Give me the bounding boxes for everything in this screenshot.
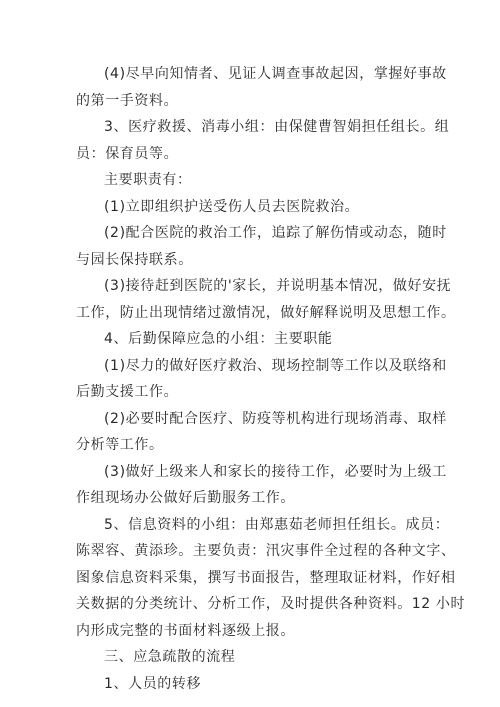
paragraph-logistics-2 (76, 406, 447, 459)
text-line: (2)配合医院的救治工作，追踪了解伤情或动态，随时 (104, 225, 447, 241)
text-line: 1、人员的转移 (104, 675, 202, 692)
text-line: 陈翠容、黄添珍。主要负责：汛灾事件全过程的各种文字、 (76, 543, 456, 559)
text-line: 后勤支援工作。 (76, 384, 179, 400)
paragraph-logistics-1 (76, 353, 447, 406)
text-line: (4)尽早向知情者、见证人调查事故起因，掌握好事故 (104, 66, 447, 82)
text-line: 的第一手资料。 (76, 92, 179, 109)
text-line: 4、后勤保障应急的小组：主要职能 (104, 331, 333, 347)
text-line: 作组现场办公做好后勤服务工作。 (76, 490, 295, 506)
text-line: 5、信息资料的小组：由郑惠茹老师担任组长。成员： (104, 516, 450, 533)
text-line: (2)必要时配合医疗、防疫等机构进行现场消毒、取样 (104, 410, 447, 427)
text-line: (1)立即组织护送受伤人员去医院救治。 (104, 198, 360, 215)
section-heading-evacuation (76, 644, 436, 671)
text-line: 内形成完整的书面材料逐级上报。 (76, 622, 295, 639)
text-line: 员：保育员等。 (76, 145, 179, 162)
text-line: (1)尽力的做好医疗救治、现场控制等工作以及联络和 (104, 357, 447, 374)
text-line: 主要职责有： (104, 172, 192, 188)
text-line: 与园长保持联系。 (76, 251, 193, 268)
text-line: 工作，防止出现情绪过激情况，做好解释说明及思想工作。 (76, 304, 456, 321)
paragraph-duty-3 (76, 273, 456, 326)
text-line: (3)接待赶到医院的'家长，并说明基本情况，做好安抚 (104, 278, 452, 294)
paragraph-main-duties (76, 167, 436, 194)
paragraph-logistics-3 (76, 459, 447, 512)
paragraph-4-investigate (76, 61, 447, 114)
text-line: (3)做好上级来人和家长的接待工作，必要时为上级工 (104, 463, 447, 480)
paragraph-medical-team (76, 114, 450, 167)
document-body (76, 61, 466, 697)
paragraph-duty-2 (76, 220, 447, 273)
text-line: 三、应急疏散的流程 (104, 649, 236, 665)
subheading-personnel-transfer (76, 671, 436, 698)
paragraph-logistics-team (76, 326, 436, 353)
text-line: 分析等工作。 (76, 437, 164, 453)
paragraph-info-team (76, 512, 466, 645)
text-line: 图象信息资料采集，撰写书面报告，整理取证材料，作好相 (76, 569, 456, 586)
text-line: 关数据的分类统计、分析工作，及时提供各种资料。12 小时 (76, 596, 466, 612)
paragraph-duty-1 (76, 194, 436, 221)
text-line: 3、医疗救援、消毒小组：由保健曹智娟担任组长。组 (104, 119, 450, 135)
